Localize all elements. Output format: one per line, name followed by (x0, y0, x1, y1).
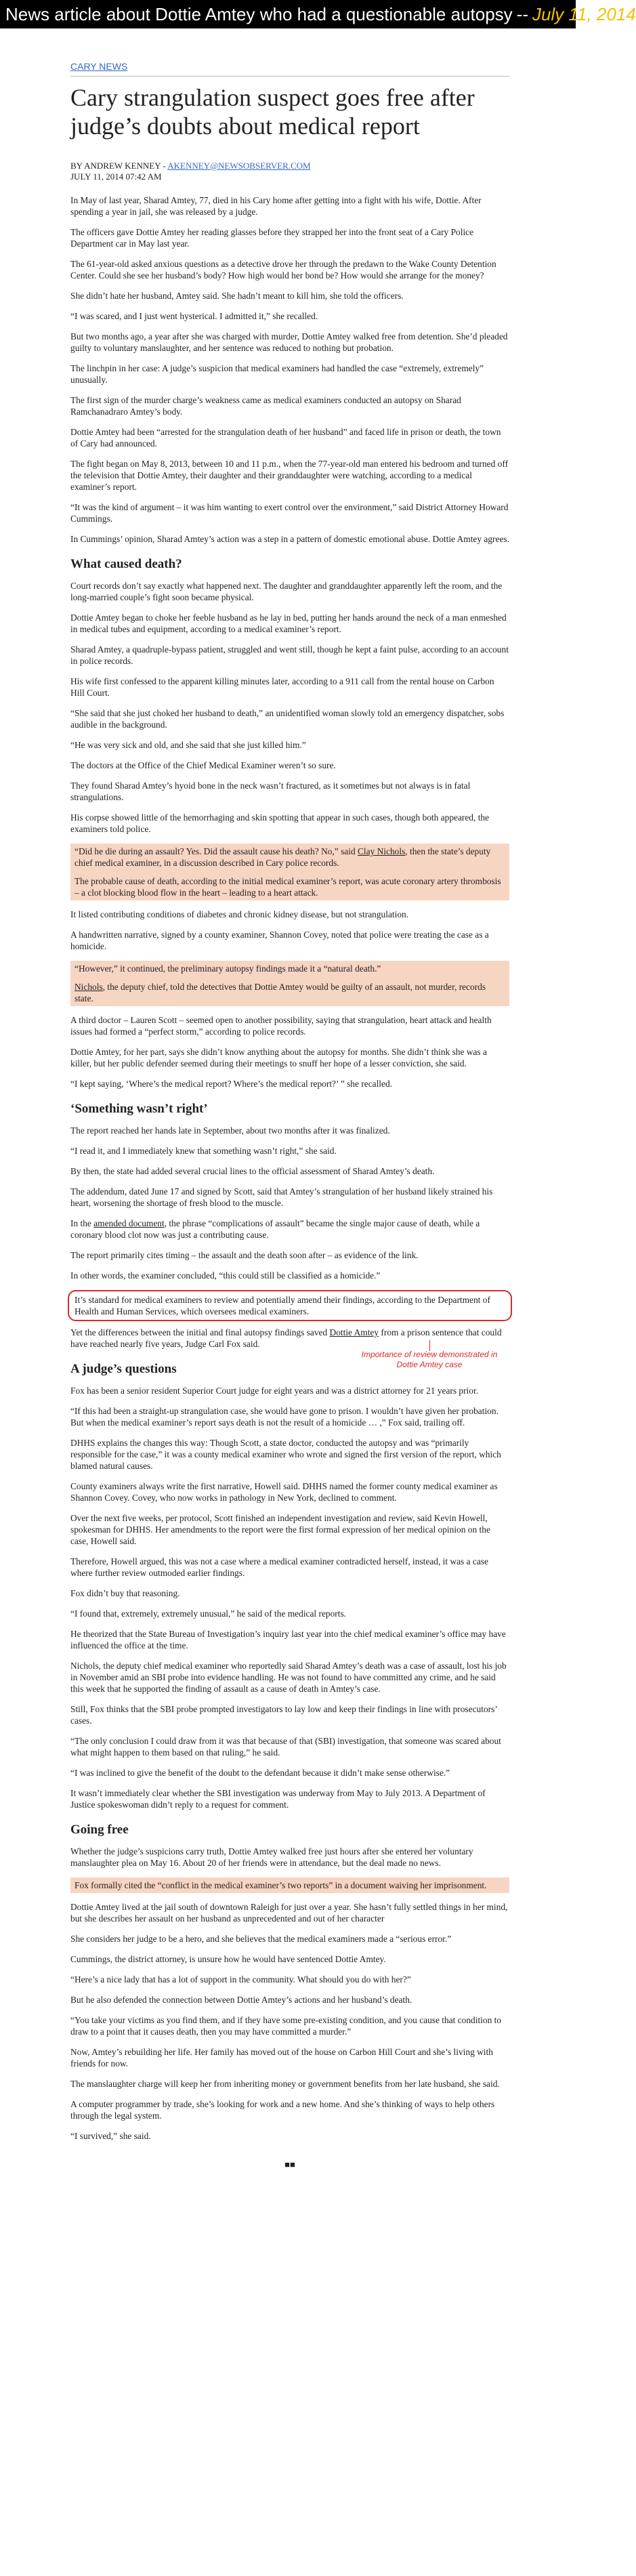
headline: Cary strangulation suspect goes free after judge’s doubts about medical report (70, 84, 475, 140)
judge-section (70, 1385, 509, 1810)
paragraph: “It was the kind of argument – it was him wanting to exert control over the environment,” said District Attorney Howard Cummings. (70, 502, 509, 524)
paragraph: In Cummings’ opinion, Sharad Amtey’s action was a step in a pattern of domestic emotional abuse. Dottie Amtey agrees. (70, 534, 509, 544)
paragraph: County examiners always write the first narrative, Howell said. DHHS named the former county medical examiner as Shannon Covey. Covey, who now works in pathology in New York, declined to comment. (70, 1481, 498, 1503)
paragraph: Dottie Amtey began to choke her feeble husband as he lay in bed, putting her hands around the neck of a man enmeshed in medical tubes and equipment, according to a medical examiner’s report. (70, 612, 507, 634)
paragraph: “I survived,” she said. (70, 2131, 151, 2141)
paragraph: Therefore, Howell argued, this was not a case where a medical examiner contradicted herself, instead, it was a case where further review outmoded earlier findings. (70, 1556, 488, 1578)
paragraph: In May of last year, Sharad Amtey, 77, died in his Cary home after getting into a fight with his wife, Dottie. After spending a year in jail, she was released by a judge. (70, 195, 482, 217)
highlight-nichols-quote (70, 844, 509, 900)
annotation-banner (0, 0, 636, 28)
free-section-b (70, 1901, 509, 2142)
paragraph: She considers her judge to be a hero, and she believes that the medical examiners made a “serious error.” (70, 1934, 452, 1944)
paragraph: The probable cause of death, according to the initial medical examiner’s report, was acute coronary artery thrombosis – a clot blocking blood flow in the heart – leading to a heart attack. (75, 876, 501, 898)
paragraph: His wife first confessed to the apparent killing minutes later, according to a 911 call from the rental house on Carbon Hill Court. (70, 676, 494, 698)
paragraph: DHHS explains the changes this way: Though Scott, a state doctor, conducted the autopsy and was “primarily responsible for the case,” it was a county medical examiner who wrote and signed the first version of the report, which blamed natural causes. (70, 1438, 501, 1471)
cause-section-a (70, 580, 509, 835)
text-run: , the deputy chief, told the detectives that Dottie Amtey would be guilty of an assault, not murder, records state. (75, 982, 486, 1003)
paragraph: A computer programmer by trade, she’s looking for work and a new home. And she’s thinking of ways to help others through the legal system. (70, 2099, 495, 2121)
paragraph: “He was very sick and old, and she said that she just killed him.” (70, 740, 306, 750)
clay-nichols-link[interactable]: Clay Nichols (358, 846, 406, 856)
amended-document-link[interactable]: amended document (93, 1218, 165, 1228)
paragraph: But two months ago, a year after she was charged with murder, Dottie Amtey walked free from detention. She’d pleaded guilty to voluntary manslaughter, and her sentence was reduced to nothing but probation. (70, 331, 508, 353)
section-divider (70, 76, 509, 77)
paragraph: Dottie Amtey lived at the jail south of downtown Raleigh for just over a year. She hasn’t fully settled things in her mind, but she describes her assault on her husband as unprecedented and out of her character (70, 1902, 508, 1924)
paragraph: Now, Amtey’s rebuilding her life. Her family has moved out of the house on Carbon Hill Court and she’s living with friends for now. (70, 2047, 493, 2069)
paragraph: The addendum, dated June 17 and signed by Scott, said that Amtey’s strangulation of her husband likely strained his heart, worsening the shortage of fresh blood to the muscle. (70, 1186, 493, 1208)
paragraph (75, 846, 505, 869)
paragraph: He theorized that the State Bureau of Investigation’s inquiry last year into the chief medical examiner’s office may have influenced the office at the time. (70, 1629, 506, 1650)
nichols-link[interactable]: Nichols (75, 982, 103, 992)
paragraph: A third doctor – Lauren Scott – seemed open to another possibility, saying that strangulation, heart attack and health issues had formed a “perfect storm,” according to police records. (70, 1015, 492, 1037)
paragraph: Sharad Amtey, a quadruple-bypass patient, struggled and went still, though he kept a faint pulse, according to an account in police records. (70, 644, 509, 666)
text-run: , the phrase “complications of assault” became the single major cause of death, while a coronary blood clot now was just a contributing cause. (70, 1218, 480, 1240)
subhead-going-free: Going free (70, 1823, 129, 1837)
wrong-section-b (70, 1249, 509, 1281)
paragraph: The report primarily cites timing – the assault and the death soon after – as evidence of the link. (70, 1250, 419, 1260)
paragraph: Fox formally cited the “conflict in the medical examiner’s two reports” in a document waiving her imprisonment. (75, 1880, 487, 1890)
paragraph: “I kept saying, ‘Where’s the medical report? Where’s the medical report?’ ” she recalled. (70, 1079, 393, 1089)
paragraph: Fox didn’t buy that reasoning. (70, 1588, 180, 1598)
paragraph: It listed contributing conditions of diabetes and chronic kidney disease, but not strangulation. (70, 909, 409, 919)
paragraph: They found Sharad Amtey’s hyoid bone in the neck wasn’t fractured, as it sometimes but not always is in fatal strangulations. (70, 781, 471, 802)
paragraph: But he also defended the connection between Dottie Amtey’s actions and her husband’s death. (70, 1995, 412, 2005)
subhead-judges-questions: A judge’s questions (70, 1362, 177, 1376)
paragraph: Cummings, the district attorney, is unsure how he would have sentenced Dottie Amtey. (70, 1954, 386, 1964)
paragraph: The manslaughter charge will keep her from inheriting money or government benefits from her late husband, she said. (70, 2079, 500, 2089)
paragraph: The report reached her hands late in September, about two months after it was finalized. (70, 1125, 390, 1136)
paragraph: By then, the state had added several crucial lines to the official assessment of Sharad Amtey’s death. (70, 1166, 435, 1176)
intro-section (70, 194, 509, 545)
subhead-what-caused-death: What caused death? (70, 557, 182, 571)
paragraph: It’s standard for medical examiners to review and potentially amend their findings, according to the Department of Health and Human Services, which oversees medical examiners. (75, 1295, 490, 1316)
paragraph: The 61-year-old asked anxious questions as a detective drove her through the predawn to the Wake County Detention Center. Could she see her husband’s body? How high would her bond be? How would she arrange for the money? (70, 259, 496, 281)
paragraph: The doctors at the Office of the Chief Medical Examiner weren’t so sure. (70, 760, 336, 770)
paragraph (70, 1327, 509, 1350)
paragraph (70, 1218, 509, 1241)
text-run: from a prison sentence that could have reached nearly five years, Judge Carl Fox said. (70, 1327, 502, 1349)
wrong-section-a (70, 1125, 509, 1209)
paragraph: “I found that, extremely, extremely unusual,” he said of the medical reports. (70, 1608, 347, 1619)
dottie-amtey-underlined: Dottie Amtey (329, 1327, 379, 1337)
paragraph: Dottie Amtey had been “arrested for the strangulation death of her husband” and faced life in prison or death, the town of Cary had announced. (70, 427, 501, 449)
paragraph: “I read it, and I immediately knew that something wasn’t right,” she said. (70, 1146, 337, 1156)
text-run: “Did he die during an assault? Yes. Did the assault cause his death? No,” said (75, 846, 358, 856)
paragraph: Nichols, the deputy chief medical examiner who reportedly said Sharad Amtey’s death was a case of assault, lost his job in November amid an SBI probe into evidence handling. He was not found to have committed any crime, and he said this week that he supported the finding of assault as a cause of death in Amtey’s case. (70, 1661, 507, 1694)
highlight-natural-death (70, 961, 509, 1006)
paragraph: Dottie Amtey, for her part, says she didn’t know anything about the autopsy for months. She didn’t think she was a killer, but her public defender seemed during their meetings to snuff her hope of a lesser conviction, she said. (70, 1047, 487, 1068)
paragraph: “Here’s a nice lady that has a lot of support in the community. What should you do with her?” (70, 1974, 411, 1985)
paragraph: A handwritten narrative, signed by a county examiner, Shannon Covey, noted that police were treating the case as a homicide. (70, 930, 489, 951)
paragraph: The first sign of the murder charge’s weakness came as medical examiners conducted an autopsy on Sharad Ramchanadraro Amtey’s body. (70, 395, 461, 417)
text-run: , then the state’s deputy chief medical examiner, in a discussion described in Cary police records. (75, 846, 491, 868)
cause-section-c (70, 1014, 509, 1089)
dateline: JULY 11, 2014 07:42 AM (70, 171, 162, 182)
highlight-fox-conflict (70, 1877, 509, 1893)
paragraph: She didn’t hate her husband, Amtey said. She hadn’t meant to kill him, she told the officers. (70, 291, 404, 301)
paragraph: His corpse showed little of the hemorrhaging and skin spotting that appear in such cases, though both appeared, the examiners told police. (70, 812, 490, 834)
paragraph: “She said that she just choked her husband to death,” an unidentified woman slowly told an emergency dispatcher, sobs audible in the background. (70, 708, 505, 730)
circled-review-statement (68, 1290, 512, 1321)
banner-separator: -- (516, 4, 528, 24)
subhead-something-wasnt-right: ‘Something wasn’t right’ (70, 1102, 208, 1116)
paragraph: Still, Fox thinks that the SBI probe prompted investigators to lay low and keep their findings in line with prosecutors’ cases. (70, 1704, 497, 1726)
paragraph: It wasn’t immediately clear whether the SBI investigation was underway from May to July 2013. A Department of Justice spokeswoman didn’t reply to a request for comment. (70, 1788, 486, 1810)
paragraph (75, 981, 505, 1004)
banner-title: News article about Dottie Amtey who had a questionable autopsy (5, 4, 513, 24)
paragraph: “You take your victims as you find them, and if they have some pre-existing condition, and you cause that condition to draw to a point that it causes death, then you may have committed a murder.” (70, 2015, 502, 2037)
text-run: Yet the differences between the initial and final autopsy findings saved (70, 1327, 330, 1337)
paragraph: The fight began on May 8, 2013, between 10 and 11 p.m., when the 77-year-old man entered his bedroom and turned off the television that Dottie Amtey, their daughter and their granddaughter were watching, according to a medical examiner’s report. (70, 459, 509, 492)
banner-date: July 11, 2014 (532, 4, 636, 24)
paragraph: “I was scared, and I just went hysterical. I admitted it,” she recalled. (70, 311, 318, 321)
paragraph: The officers gave Dottie Amtey her reading glasses before they strapped her into the front seat of a Cary Police Department car in May last year. (70, 227, 474, 249)
paragraph: “However,” it continued, the preliminary autopsy findings made it a “natural death.” (75, 963, 381, 974)
paragraph: Over the next five weeks, per protocol, Scott finished an independent investigation and review, said Kevin Howell, spokesman for DHHS. Her amendments to the report were the first formal expression of her medical opinion on the case, Howell said. (70, 1513, 490, 1546)
byline-author: BY ANDREW KENNEY - (70, 161, 168, 171)
end-of-article-mark: ■■ (284, 2159, 295, 2169)
red-annotation-note: Importance of review demonstrated in Dottie Amtey case (361, 1350, 498, 1369)
paragraph: In other words, the examiner concluded, “this could still be classified as a homicide.” (70, 1270, 381, 1281)
text-run: In the (70, 1218, 94, 1228)
section-link[interactable]: CARY NEWS (70, 61, 128, 72)
paragraph: Fox has been a senior resident Superior Court judge for eight years and was a district attorney for 21 years prior. (70, 1386, 479, 1396)
paragraph: “If this had been a straight-up strangulation case, she would have gone to prison. I wouldn’t have given her probation. But when the medical examiner’s report says death is not the result of a homicide … ,” Fox said, trailing off. (70, 1406, 499, 1428)
byline (70, 161, 509, 171)
cause-section-b (70, 909, 509, 952)
byline-email-link[interactable]: AKENNEY@NEWSOBSERVER.COM (167, 161, 311, 171)
paragraph: “I was inclined to give the benefit of the doubt to the defendant because it didn’t make sense otherwise.” (70, 1768, 450, 1778)
paragraph: The linchpin in her case: A judge’s suspicion that medical examiners had handled the case “extremely, extremely” unusually. (70, 363, 484, 385)
paragraph: Whether the judge’s suspicions carry truth, Dottie Amtey walked free just hours after she entered her voluntary manslaughter plea on May 16. About 20 of her friends were in attendance, but the deal made no news. (70, 1846, 473, 1868)
article (70, 61, 509, 2169)
paragraph: “The only conclusion I could draw from it was that because of that (SBI) investigation, that someone was scared about what might happen to them based on that ruling,” he said. (70, 1736, 501, 1758)
paragraph: Court records don’t say exactly what happened next. The daughter and granddaughter apparently left the room, and the long-married couple’s fight soon became physical. (70, 581, 503, 602)
